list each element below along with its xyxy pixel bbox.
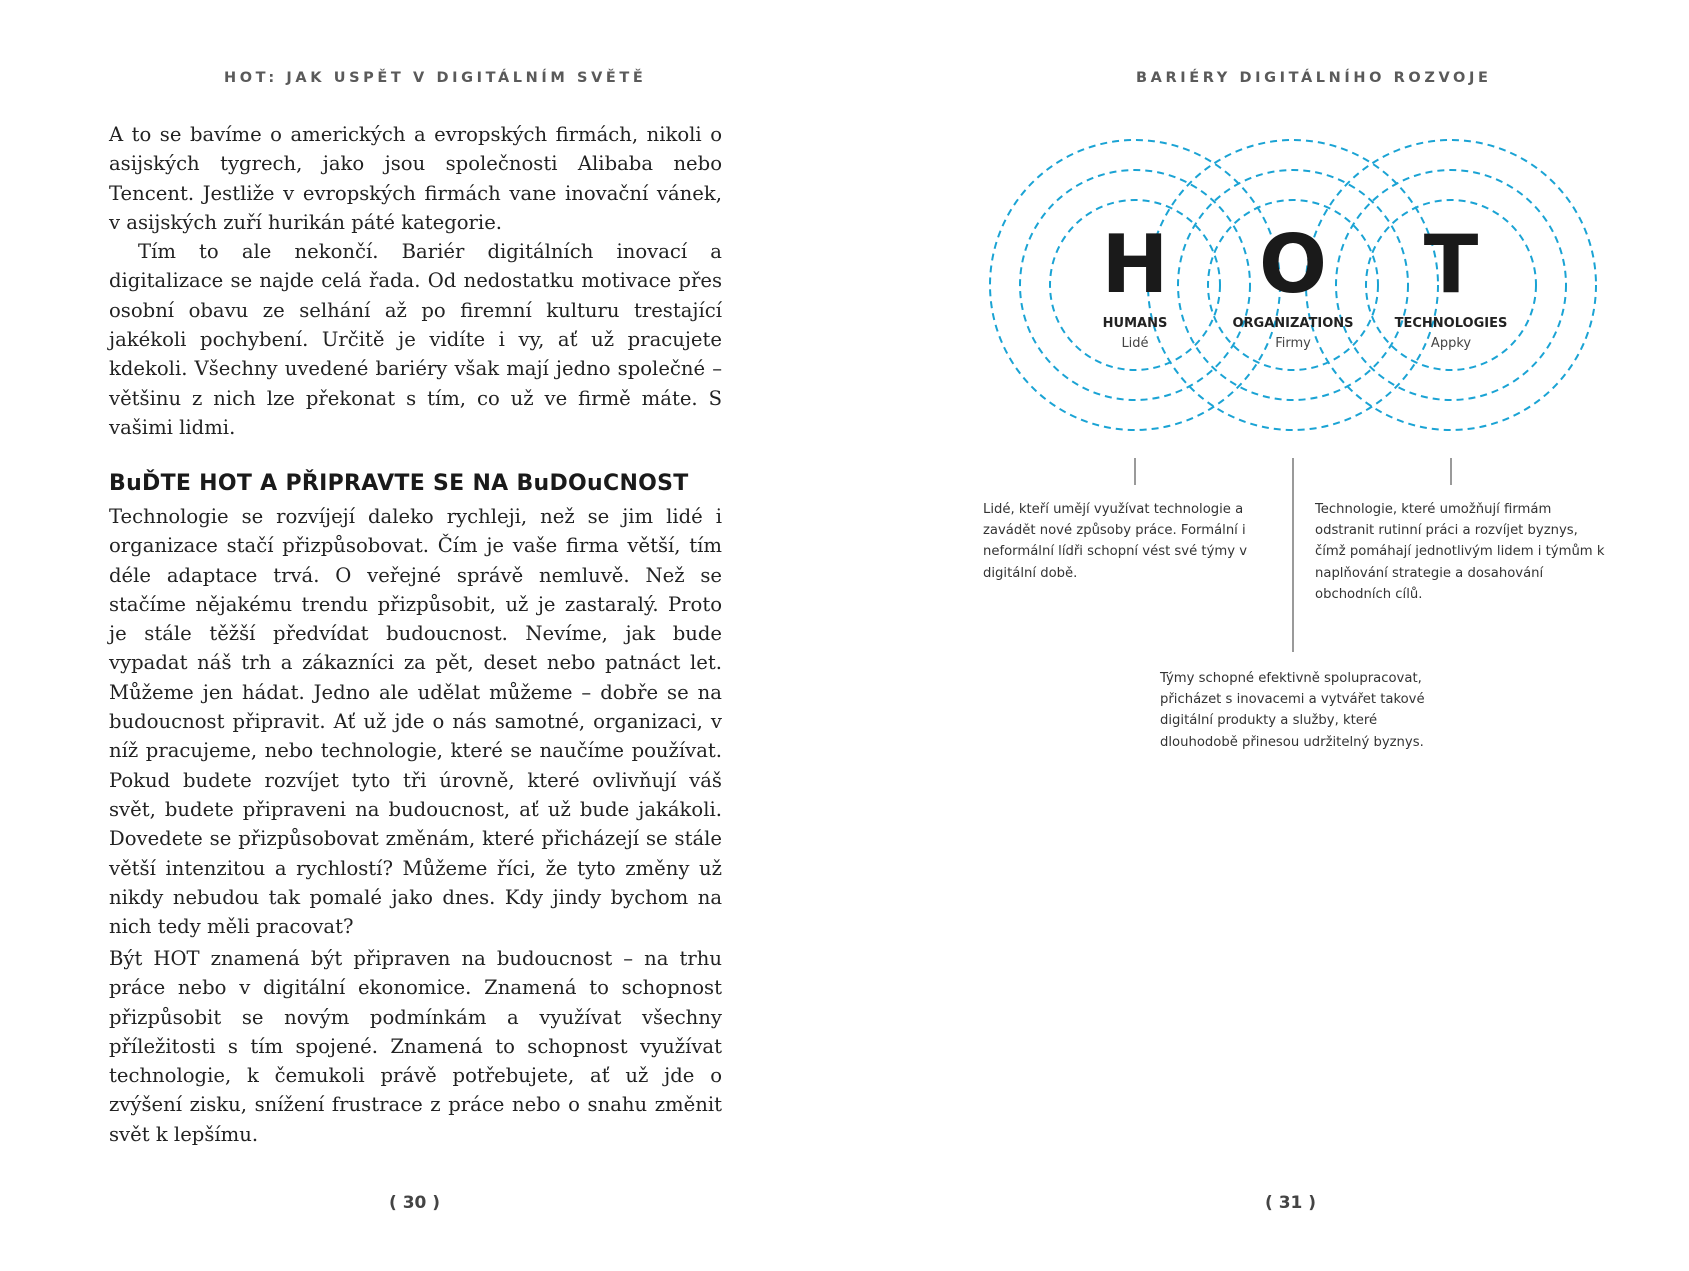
organizations-description: Týmy schopné efektivně spolupracovat, přicházet s inovacemi a vytvářet takové digitální produkty a služby, které dlouhodobě přinesou udržitelný byznys. <box>1160 671 1425 750</box>
sublabel-humans: Lidé <box>1121 336 1149 351</box>
running-head-right: BARIÉRY DIGITÁLNÍHO ROZVOJE <box>1136 70 1492 86</box>
label-technologies: TECHNOLOGIES <box>1394 316 1508 331</box>
right-page <box>845 0 1689 1271</box>
intro-text <box>109 120 722 442</box>
closing-paragraph: Být HOT znamená být připraven na budoucnost – na trhu práce nebo v digitální ekonomice. Znamená to schopnost přizpůsobit se novým podmínkám a využívat všechny příležitosti s tím spojené. Znamená to schopnost využívat technologie, k čemukoli právě potřebujete, ať už jde o zvýšení zisku, snížení frustrace z práce nebo o snahu změnit svět k lepšímu. <box>109 947 722 1146</box>
label-humans: HUMANS <box>1102 316 1168 331</box>
closing-text <box>109 944 722 1149</box>
sublabel-technologies: Appky <box>1430 336 1472 351</box>
hot-diagram <box>845 0 1689 760</box>
section-heading: BuĎTE HOT A PŘIPRAVTE SE NA BuDOuCNOST <box>109 471 689 496</box>
letter-h: H <box>1101 218 1169 311</box>
letter-o: O <box>1258 218 1328 311</box>
page-number-right: ( 31 ) <box>1265 1193 1317 1213</box>
technologies-description: Technologie, které umožňují firmám odstranit rutinní práci a rozvíjet byznys, čímž pomáhají jednotlivým lidem i týmům k naplňování strategie a dosahování obchodních cílů. <box>1315 502 1605 602</box>
page-number-left: ( 30 ) <box>389 1193 441 1213</box>
left-page <box>0 0 844 1271</box>
letter-t: T <box>1423 218 1479 311</box>
label-organizations: ORGANIZATIONS <box>1232 316 1354 331</box>
section-text <box>109 502 722 941</box>
intro-paragraph-1: A to se bavíme o amerických a evropských firmách, nikoli o asijských tygrech, jako jsou společnosti Alibaba nebo Tencent. Jestliže v evropských firmách vane inovační vánek, v asijských zuří hurikán páté kategorie. <box>109 123 722 234</box>
humans-description: Lidé, kteří umějí využívat technologie a zavádět nové způsoby práce. Formální i neformální lídři schopní vést své týmy v digitální době. <box>983 502 1248 581</box>
section-paragraph: Technologie se rozvíjejí daleko rychleji, než se jim lidé i organizace stačí přizpůsobovat. Čím je vaše firma větší, tím déle adaptace trvá. O veřejné správě nemluvě. Než se stačíme nějakému trendu přizpůsobit, už je zastaralý. Proto je stále těžší předvídat budoucnost. Nevíme, jak bude vypadat náš trh a zákazníci za pět, deset nebo patnáct let. Můžeme jen hádat. Jedno ale udělat můžeme – dobře se na budoucnost připravit. Ať už jde o nás samotné, organizaci, v níž pracujeme, nebo technologie, které se naučíme používat. Pokud budete rozvíjet tyto tři úrovně, které ovlivňují váš svět, budete připraveni na budoucnost, ať už bude jakákoli. Dovedete se přizpůsobovat změnám, které přicházejí se stále větší intenzitou a rychlostí? Můžeme říci, že tyto změny už nikdy nebudou tak pomalé jako dnes. Kdy jindy bychom na nich tedy měli pracovat? <box>109 505 722 939</box>
running-head-left: HOT: JAK USPĚT V DIGITÁLNÍM SVĚTĚ <box>224 70 647 86</box>
intro-paragraph-2: Tím to ale nekončí. Bariér digitálních inovací a digitalizace se najde celá řada. Od nedostatku motivace přes osobní obavu ze selhání až po firemní kulturu trestající jakékoli pochybení. Určitě je vidíte i vy, ať už pracujete kdekoli. Všechny uvedené bariéry však mají jedno společné – většinu z nich lze překonat s tím, co už ve firmě máte. S vašimi lidmi. <box>109 240 722 439</box>
sublabel-organizations: Firmy <box>1275 336 1311 351</box>
